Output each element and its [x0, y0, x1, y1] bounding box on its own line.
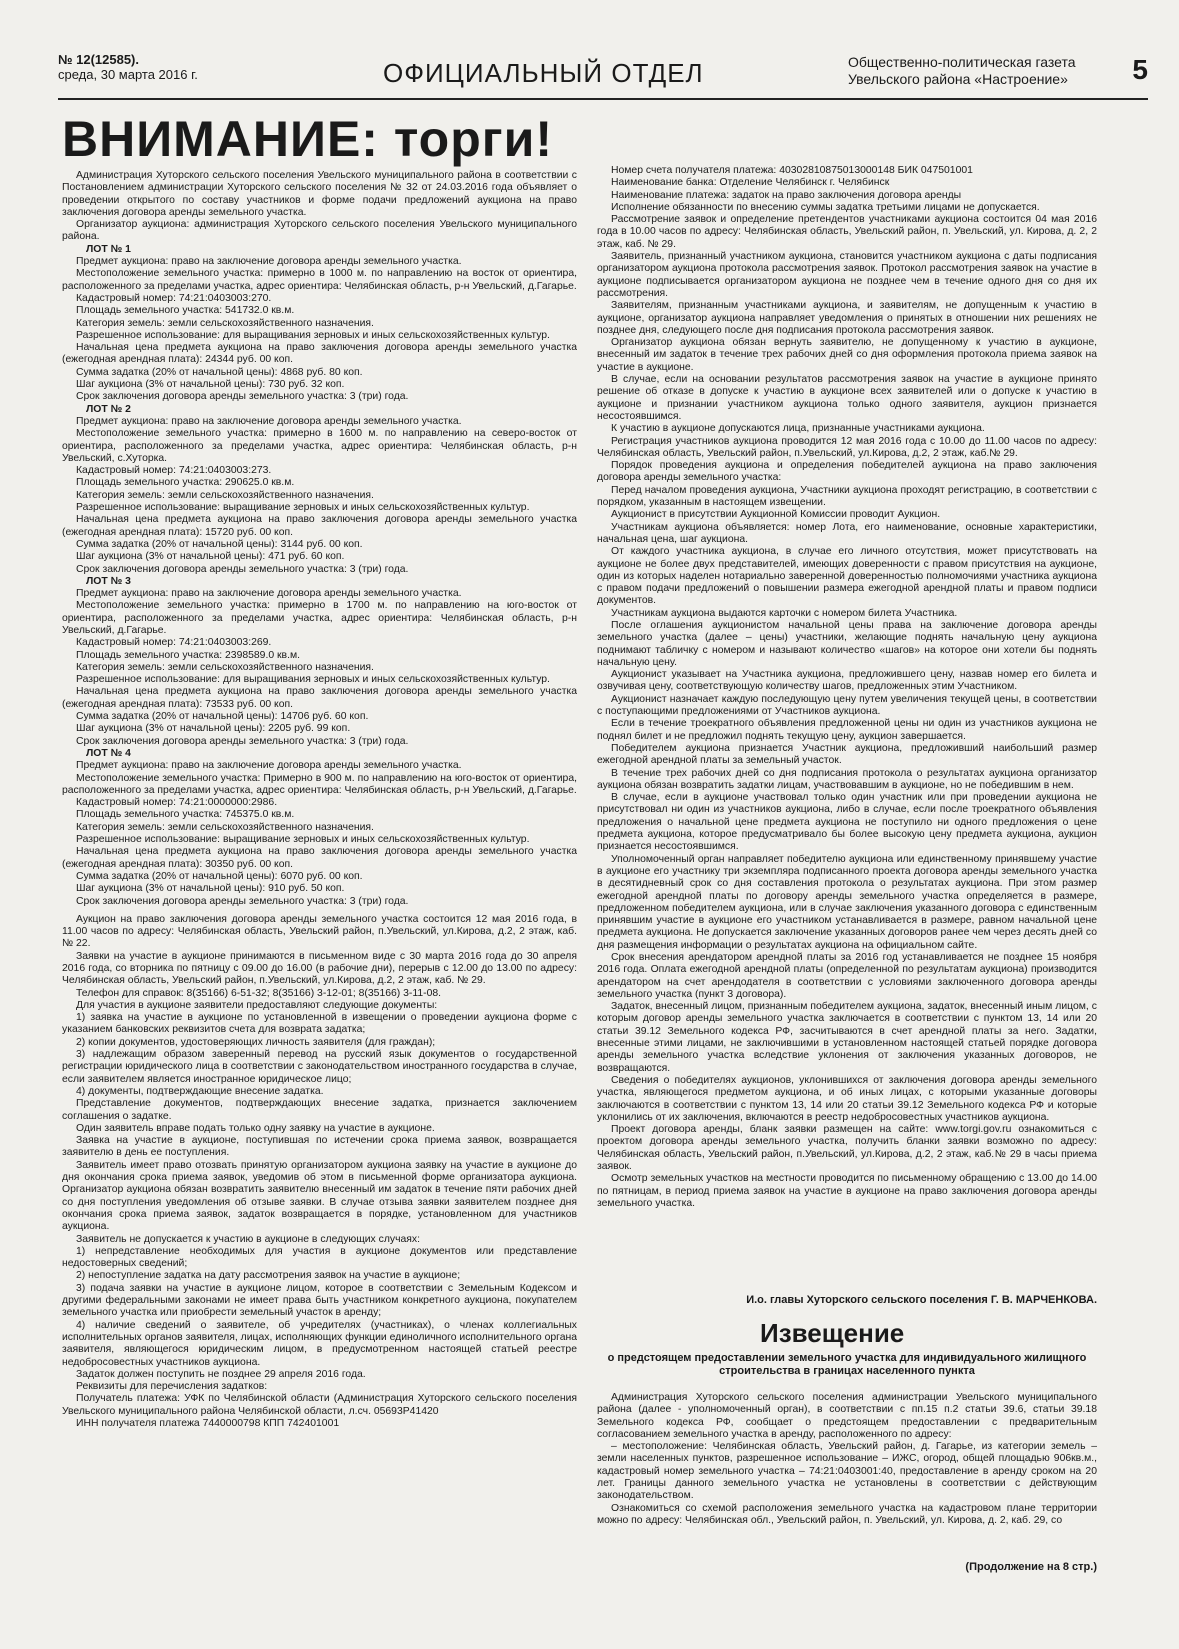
masthead-rule: [58, 98, 1148, 100]
paragraph: Аукционист назначает каждую последующую цену путем увеличения текущей цены, в соответствии с поступающими предложениями от Участников аукциона.: [597, 693, 1097, 718]
paragraph: Категория земель: земли сельскохозяйственного назначения.: [76, 661, 374, 673]
paragraph: Перед началом проведения аукциона, Участники аукциона проходят регистрацию, в соответствии с порядком, указанным в настоящем извещении.: [597, 484, 1097, 509]
paragraph: Участникам аукциона объявляется: номер Лота, его наименование, основные характеристики, начальная цена, шаг аукциона.: [597, 521, 1097, 545]
paragraph: Заявитель имеет право отозвать принятую организатором аукциона заявку на участие в аукционе до дня окончания срока приема заявок, уведомив об этом в письменной форме организатора аукциона. Организатор аукциона обязан возвратить заявителю внесенный им задаток в течение пяти рабочих дней со дня поступления уведомления об отзыве заявки. В случае отзыва заявки заявителем позднее дня окончания срока приема заявок, задаток возвращается в порядке, установленном для участников аукциона.: [62, 1159, 577, 1233]
paragraph: Местоположение земельного участка: примерно в 1000 м. по направлению на восток от ориентира, расположенного за пределами участка, адрес ориентира: Челябинская область, р-н Увельский, д.Гагарье.: [62, 268, 577, 292]
paragraph: Площадь земельного участка: 290625.0 кв.м.: [76, 477, 295, 489]
paragraph: Шаг аукциона (3% от начальной цены): 471 руб. 60 коп.: [76, 551, 345, 563]
paragraph: Наименование банка: Отделение Челябинск г. Челябинск: [611, 177, 890, 189]
paragraph: Кадастровый номер: 74:21:0000000:2986.: [76, 797, 278, 809]
paragraph: Начальная цена предмета аукциона на право заключения договора аренды земельного участка (ежегодная арендная плата): 15720 руб. 00 коп.: [62, 514, 577, 538]
paragraph: В случае, если на основании результатов рассмотрения заявок на участие в аукционе принято решение об отказе в допуске к участию в аукционе всех заявителей или о допуске к участию в аукционе и признании участником аукциона только одного заявителя, аукцион признается несостоявшимся.: [597, 374, 1097, 422]
paragraph: Победителем аукциона признается Участник аукциона, предложивший наибольший размер ежегодной арендной платы за земельный участок.: [597, 742, 1097, 767]
paragraph: Если в течение троекратного объявления предложенной цены ни один из участников аукциона не поднял билет и не предложил поднять текущую цену, аукцион завершается.: [597, 718, 1097, 742]
paragraph: Рассмотрение заявок и определение претендентов участниками аукциона состоится 04 мая 2016 года в 10.00 часов по адресу: Челябинская область, Увельский район, п. Увельский, ул. Кирова, д. 2, 2 этаж, каб. № 29.: [597, 214, 1097, 250]
paragraph: Срок заключения договора аренды земельного участка: 3 (три) года.: [76, 563, 409, 575]
paragraph: Площадь земельного участка: 541732.0 кв.м.: [76, 305, 295, 317]
paragraph: Начальная цена предмета аукциона на право заключения договора аренды земельного участка (ежегодная арендная плата): 24344 руб. 00 коп.: [62, 342, 577, 366]
paragraph: Категория земель: земли сельскохозяйственного назначения.: [76, 317, 374, 329]
notice-title: Извещение: [760, 1318, 905, 1348]
paragraph: Кадастровый номер: 74:21:0403003:273.: [76, 465, 272, 477]
paragraph: Местоположение земельного участка: Примерно в 900 м. по направлению на юго-восток от ориентира, расположенного за пределами участка, адрес ориентира: Челябинская область, р-н Увельский, д.Гагарье.: [62, 772, 577, 796]
masthead: [58, 52, 1148, 92]
paragraph: Аукционист в присутствии Аукционной Комиссии проводит Аукцион.: [611, 509, 941, 521]
paragraph: Заявитель не допускается к участию в аукционе в следующих случаях:: [76, 1233, 420, 1245]
paragraph: 3) надлежащим образом заверенный перевод на русский язык документов о государственной регистрации юридического лица в соответствии с законодательством иностранного государства в случае, если заявителем является иностранное юридическое лицо;: [62, 1049, 577, 1085]
paragraph: Площадь земельного участка: 745375.0 кв.м.: [76, 809, 295, 821]
right-column: [597, 165, 1097, 1310]
paragraph: Начальная цена предмета аукциона на право заключения договора аренды земельного участка (ежегодная арендная плата): 73533 руб. 00 коп.: [62, 686, 577, 710]
paragraph: К участию в аукционе допускаются лица, признанные участниками аукциона.: [611, 423, 985, 435]
paragraph: Местоположение земельного участка: примерно в 1700 м. по направлению на юго-восток от ориентира, расположенного за пределами участка, адрес ориентира: Челябинская область, р-н Увельский, д.Гагарье.: [62, 600, 577, 636]
paragraph: Порядок проведения аукциона и определения победителей аукциона на право заключения договора аренды земельного участка:: [597, 460, 1097, 484]
paragraph: Осмотр земельных участков на местности проводится по письменному обращению с 13.00 до 14.00 по пятницам, в период приема заявок на участие в аукционе на право заключения договора аренды земельного участка.: [597, 1173, 1097, 1209]
paragraph: Участникам аукциона выдаются карточки с номером билета Участника.: [611, 607, 958, 619]
paragraph: 4) наличие сведений о заявителе, об учредителях (участниках), о членах коллегиальных исполнительных органов заявителя, лицах, исполняющих функции единоличного исполнительного органа заявителя, являющегося юридическим лицом, в предусмотренном настоящей статьей реестре недобросовестных участников аукциона.: [62, 1319, 577, 1368]
paragraph: Кадастровый номер: 74:21:0403003:269.: [76, 637, 272, 649]
paragraph: После оглашения аукционистом начальной цены права на заключение договора аренды земельного участка (далее – цены) участники, желающие поднять начальную цену аукциона поднимают табличку с номером и называют количество «шагов» на которое они хотели бы поднять начальную цену.: [597, 619, 1097, 668]
paragraph: Начальная цена предмета аукциона на право заключения договора аренды земельного участка (ежегодная арендная плата): 30350 руб. 00 коп.: [62, 846, 577, 870]
paragraph: Предмет аукциона: право на заключение договора аренды земельного участка.: [76, 588, 462, 600]
notice-paragraph: Ознакомиться со схемой расположения земельного участка на кадастровом плане территории можно по адресу: Челябинская обл., Увельский район, п. Увельский, ул. Кирова, д. 2, каб. 29, со: [597, 1502, 1097, 1526]
paragraph: Проект договора аренды, бланк заявки размещен на сайте: www.torgi.gov.ru ознакомиться с проектом договора аренды земельного участка, получить бланки заявки возможно по адресу: Челябинская область, Увельский район, п.Увельский, ул.Кирова, д.2, 2 этаж, каб.№ 29 в часы приема заявок.: [597, 1124, 1097, 1173]
paragraph: В течение трех рабочих дней со дня подписания протокола о результатах аукциона организатор аукциона обязан возвратить задатки лицам, участвовавшим в аукционе, но не победившим в нем.: [597, 767, 1097, 791]
paragraph: Номер счета получателя платежа: 40302810875013000148 БИК 047501001: [611, 165, 973, 176]
paragraph: 2) непоступление задатка на дату рассмотрения заявок на участие в аукционе;: [76, 1270, 461, 1282]
issue-info: [58, 52, 198, 82]
paragraph: Категория земель: земли сельскохозяйственного назначения.: [76, 821, 374, 833]
lot-heading: ЛОТ № 3: [86, 575, 131, 587]
paragraph: Местоположение земельного участка: примерно в 1600 м. по направлению на северо-восток от ориентира, расположенного за пределами участка, адрес ориентира: Челябинская область, р-н Увельский, с.Хуторка.: [62, 428, 577, 464]
paragraph: Получатель платежа: УФК по Челябинской области (Администрация Хуторского сельского поселения Увельского муниципального района Челябинской области, л.сч. 05693P41420: [62, 1393, 577, 1417]
paragraph: Заявка на участие в аукционе, поступившая по истечении срока приема заявок, возвращается заявителю в день ее поступления.: [62, 1135, 577, 1159]
paper-name-line2: Увельского района «Настроение»: [848, 71, 1068, 87]
paragraph: Организатор аукциона: администрация Хуторского сельского поселения Увельского муниципального района.: [62, 219, 577, 243]
lot-heading: ЛОТ № 1: [86, 243, 131, 255]
paragraph: Сумма задатка (20% от начальной цены): 4868 руб. 80 коп.: [76, 366, 363, 378]
paragraph: Категория земель: земли сельскохозяйственного назначения.: [76, 489, 374, 501]
issue-number: № 12(12585).: [58, 52, 139, 67]
paragraph: Разрешенное использование: для выращивания зерновых и иных сельскохозяйственных культур.: [76, 329, 550, 341]
paragraph: Уполномоченный орган направляет победителю аукциона или единственному принявшему участие в аукционе его участнику три экземпляра подписанного проекта договора аренды земельного участка в десятидневный срок со дня составления протокола о результатах аукциона. При этом размер ежегодной арендной платы по договору аренды земельного участка определяется в размере, предложенном победителем аукциона, или в случае заключения указанного договора с единственным принявшим участие в аукционе его участником устанавливается в размере, равном начальной цене предмета аукциона. Не допускается заключение указанных договоров ранее чем через десять дней со дня размещения информации о результатах аукциона на официальном сайте.: [597, 853, 1097, 951]
continued-note: (Продолжение на 8 стр.): [965, 1561, 1097, 1573]
paragraph: Заявки на участие в аукционе принимаются в письменном виде с 30 марта 2016 года до 30 апреля 2016 года, со вторника по пятницу с 09.00 до 16.00 (в рабочие дни), перерыв с 12.00 до 13.00 по адресу: Челябинская область, Увельский район, п.Увельский, ул.Кирова, д.2, 2 этаж, каб. № 29.: [62, 950, 577, 987]
paragraph: Сумма задатка (20% от начальной цены): 6070 руб. 00 коп.: [76, 870, 363, 882]
paragraph: ИНН получателя платежа 7440000798 КПП 742401001: [76, 1417, 340, 1429]
paragraph: Разрешенное использование: для выращивания зерновых и иных сельскохозяйственных культур.: [76, 674, 550, 686]
paragraph: Организатор аукциона обязан вернуть заявителю, не допущенному к участию в аукционе, внесенный им задаток в течение трех рабочих дней со дня оформления протокола приема заявок на участие в аукционе.: [597, 337, 1097, 373]
paragraph: Срок заключения договора аренды земельного участка: 3 (три) года.: [76, 391, 409, 403]
paragraph: 4) документы, подтверждающие внесение задатка.: [76, 1085, 324, 1097]
paragraph: В случае, если в аукционе участвовал только один участник или при проведении аукциона не присутствовал ни один из участников аукциона, либо в случае, если после троекратного объявления предложения о начальной цене предмета аукциона не поступило ни одного предложения о цене предмета аукциона, которое предусматривало бы более высокую цену предмета аукциона, аукцион признается несостоявшимся.: [597, 792, 1097, 853]
paragraph: Администрация Хуторского сельского поселения Увельского муниципального района в соответствии с Постановлением администрации Хуторского сельского поселения № 32 от 24.03.2016 года объявляет о проведении открытого по составу участников и форме подачи предложений аукциона на право заключения договора аренды земельного участка.: [62, 170, 577, 218]
paragraph: 1) непредставление необходимых для участия в аукционе документов или представление недостоверных сведений;: [62, 1245, 577, 1270]
paragraph: Срок заключения договора аренды земельного участка: 3 (три) года.: [76, 895, 409, 907]
paragraph: Регистрация участников аукциона проводится 12 мая 2016 года с 10.00 до 11.00 часов по адресу: Челябинская область, Увельский район, п.Увельский, ул.Кирова, д.2, 2 этаж, каб.№ 29.: [597, 435, 1097, 459]
paragraph: Заявителям, признанным участниками аукциона, и заявителям, не допущенным к участию в аукционе, организатор аукциона направляет уведомления о принятых в отношении них решениях не позднее дня, следующего после дня подписания протокола рассмотрения заявок.: [597, 300, 1097, 336]
paragraph: Сумма задатка (20% от начальной цены): 14706 руб. 60 коп.: [76, 711, 369, 723]
left-column: [62, 170, 577, 1595]
issue-date: среда, 30 марта 2016 г.: [58, 67, 198, 82]
paragraph: От каждого участника аукциона, в случае его личного отсутствия, может присутствовать на аукционе не более двух представителей, имеющих доверенности с правом присутствия на аукционе, один из которых наделен нотариально заверенной доверенностью полномочиями участника аукциона с правом подачи предложений о повышении размера ежегодной арендной платы и правом подписи документов.: [597, 546, 1097, 607]
paragraph: Срок заключения договора аренды земельного участка: 3 (три) года.: [76, 735, 409, 747]
paragraph: Кадастровый номер: 74:21:0403003:270.: [76, 292, 272, 304]
paragraph: Предмет аукциона: право на заключение договора аренды земельного участка.: [76, 415, 462, 427]
notice-body: [597, 1392, 1097, 1542]
paragraph: Заявитель, признанный участником аукциона, становится участником аукциона с даты подписания организатором аукциона протокола рассмотрения заявок. Протокол рассмотрения заявок на участие в аукционе подписывается организатором аукциона не позднее чем в течение одного дня со дня их рассмотрения.: [597, 251, 1097, 299]
headline: ВНИМАНИЕ: торги!: [62, 111, 553, 167]
paragraph: Разрешенное использование: выращивание зерновых и иных сельскохозяйственных культур.: [76, 834, 530, 846]
paragraph: Шаг аукциона (3% от начальной цены): 910 руб. 50 коп.: [76, 883, 345, 895]
paragraph: Аукционист указывает на Участника аукциона, предложившего цену, назвав номер его билета и озвучивая цену, соответствующую количеству шагов, предложенных этим Участником.: [597, 669, 1097, 693]
paragraph: Площадь земельного участка: 2398589.0 кв.м.: [76, 649, 300, 661]
lot-heading: ЛОТ № 2: [86, 403, 131, 415]
lot-heading: ЛОТ № 4: [86, 747, 131, 759]
notice-subtitle: о предстоящем предоставлении земельного участка для индивидуального жилищного строительства в границах населенного пункта: [607, 1352, 1087, 1377]
paragraph: Задаток должен поступить не позднее 29 апреля 2016 года.: [76, 1368, 366, 1380]
paragraph: Шаг аукциона (3% от начальной цены): 2205 руб. 99 коп.: [76, 723, 351, 735]
paragraph: Для участия в аукционе заявители предоставляют следующие документы:: [76, 999, 438, 1011]
paragraph: Шаг аукциона (3% от начальной цены): 730 руб. 32 коп.: [76, 379, 345, 391]
page-number: 5: [1132, 54, 1148, 85]
paragraph: Задаток, внесенный лицом, признанным победителем аукциона, задаток, внесенный иным лицом, с которым договор аренды земельного участка заключается в соответствии с пунктом 13, 14 или 20 статьи 39.12 Земельного кодекса РФ, засчитываются в счет арендной платы за него. Задатки, внесенные этими лицами, не заключившими в установленном настоящей статьей порядке договора аренды земельного участка вследствие уклонения от заключения указанных договоров, не возвращаются.: [597, 1001, 1097, 1074]
paper-name-line1: Общественно-политическая газета: [848, 54, 1076, 70]
paragraph: 3) подача заявки на участие в аукционе лицом, которое в соответствии с Земельным Кодексом и другими федеральными законами не имеет права быть участником конкретного аукциона, покупателем земельного участка или приобрести земельный участок в аренду;: [62, 1282, 577, 1319]
paragraph: Предмет аукциона: право на заключение договора аренды земельного участка.: [76, 760, 462, 772]
paragraph: Наименование платежа: задаток на право заключения договора аренды: [611, 189, 962, 201]
paragraph: Исполнение обязанности по внесению суммы задатка третьими лицами не допускается.: [611, 201, 1040, 213]
paragraph: 1) заявка на участие в аукционе по установленной в извещении о проведении аукциона форме с указанием банковских реквизитов счета для возврата задатка;: [62, 1012, 577, 1036]
paragraph: Аукцион на право заключения договора аренды земельного участка состоится 12 мая 2016 года, в 11.00 часов по адресу: Челябинская область, Увельский район, п.Увельский, ул.Кирова, д.2, 2 этаж, каб.№ 22.: [62, 913, 577, 950]
paragraph: Представление документов, подтверждающих внесение задатка, признается заключением соглашения о задатке.: [62, 1098, 577, 1122]
notice-paragraph: Администрация Хуторского сельского поселения администрации Увельского муниципального района (далее - уполномоченный орган), в соответствии с пп.15 п.2 статьи 39.6, статьи 39.18 Земельного кодекса РФ, сообщает о предстоящем предоставлении с предварительным согласованием земельного участка в аренду, расположенного по адресу:: [597, 1392, 1097, 1440]
paragraph: Реквизиты для перечисления задатков:: [76, 1381, 268, 1393]
paragraph: Сведения о победителях аукционов, уклонившихся от заключения договора аренды земельного участка, являющегося предметом аукциона, и об иных лицах, с которыми указанные договоры заключаются в соответствии с пунктом 13, 14 или 20 статьи 39.12 Земельного кодекса РФ и которые уклонились от их заключения, включаются в реестр недобросовестных участников аукциона.: [597, 1074, 1097, 1123]
paragraph: Один заявитель вправе подать только одну заявку на участие в аукционе.: [76, 1122, 435, 1134]
paragraph: Срок внесения арендатором арендной платы за 2016 год устанавливается не позднее 15 ноября 2016 года. Оплата ежегодной арендной платы (определенной по результатам аукциона) производится арендатором на счет арендодателя в соответствии с условиями заключенного договора аренды земельного участка (пункт 3 договора).: [597, 952, 1097, 1000]
notice-paragraph: – местоположение: Челябинская область, Увельский район, д. Гагарье, из категории земель – земли населенных пунктов, разрешенное использование – ИЖС, огород, общей площадью 906кв.м., кадастровый номер земельного участка – 74:21:0403001:40, предоставление в аренду сроком на 20 лет. Границы данного земельного участка не установлены в соответствии с действующим законодательством.: [597, 1441, 1097, 1502]
section-title: ОФИЦИАЛЬНЫЙ ОТДЕЛ: [383, 58, 704, 88]
paragraph: Телефон для справок: 8(35166) 6-51-32; 8(35166) 3-12-01; 8(35166) 3-11-08.: [76, 987, 442, 999]
paragraph: Разрешенное использование: выращивание зерновых и иных сельскохозяйственных культур.: [76, 502, 530, 514]
paper-name: [848, 54, 1076, 88]
paragraph: 2) копии документов, удостоверяющих личность заявителя (для граждан);: [76, 1036, 436, 1048]
signature: И.о. главы Хуторского сельского поселения Г. В. МАРЧЕНКОВА.: [746, 1294, 1097, 1306]
paragraph: Предмет аукциона: право на заключение договора аренды земельного участка.: [76, 256, 462, 268]
paragraph: Сумма задатка (20% от начальной цены): 3144 руб. 00 коп.: [76, 538, 363, 550]
